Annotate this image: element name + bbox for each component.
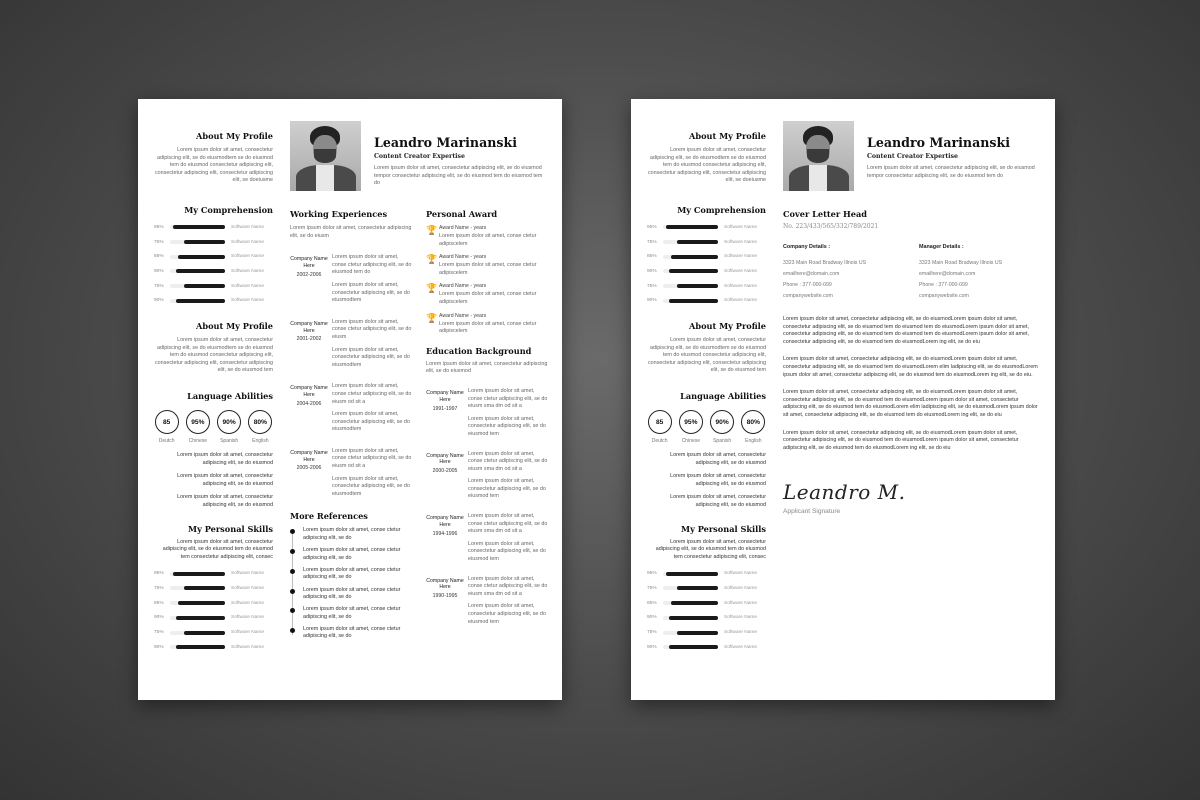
award-text: Lorem ipsum dolor sit amet, conse ctetur adipiscelem <box>439 233 537 247</box>
skill-percent: 95% <box>154 571 164 577</box>
skill-row <box>647 581 766 596</box>
cover-language-circles <box>647 410 766 444</box>
entry-text-2: Lorem ipsum dolor sit amet, consectetur adipiscing elit, se do eiusmodtem <box>332 346 410 368</box>
reference-text: Lorem ipsum dolor sit amet, conse ctetur adipiscing elit, se do <box>303 547 401 561</box>
skill-name: Software Name <box>724 254 758 260</box>
reference-text: Lorem ipsum dolor sit amet, conse ctetur adipiscing elit, se do <box>303 586 401 601</box>
skill-percent: 95% <box>647 571 657 577</box>
entry-company: Company Name Here <box>426 389 464 403</box>
skill-bar-fill <box>173 225 225 229</box>
references-list <box>290 527 415 641</box>
skill-bar-track <box>170 299 225 303</box>
skill-percent: 85% <box>647 600 657 606</box>
reference-item <box>290 527 415 542</box>
applicant-signature: Leandro M. <box>783 480 906 505</box>
reference-item <box>290 567 415 582</box>
language-circles <box>154 410 273 444</box>
education-intro: Lorem ipsum dolor sit amet, consectetur adipiscing elit, se do eiusmod <box>426 360 548 375</box>
reference-item <box>290 626 415 641</box>
skill-bar-fill <box>178 255 225 259</box>
skill-name: Software Name <box>231 239 265 245</box>
award-text: Lorem ipsum dolor sit amet, conse ctetur adipiscelem <box>439 291 537 305</box>
skill-name: Software Name <box>724 600 758 606</box>
skill-bar-track <box>170 255 225 259</box>
skill-bar-fill <box>669 299 719 303</box>
cover-about-text-2: Lorem ipsum dolor sit amet, consectetur adipiscing elit, se do eiusmodtem se do eiusmod tem do eiusmod consectetur adipiscing elit, consectetur adipiscing elit, consectetur adipiscing elit, se do eiusmod tem <box>647 337 766 374</box>
skill-bar-track <box>663 269 718 273</box>
personal-skills-title: My Personal Skills <box>188 523 273 534</box>
entry-company: Company Name Here <box>290 385 328 399</box>
skill-row <box>647 640 766 655</box>
skill-bar-fill <box>677 284 718 288</box>
company-website: companywebsite.com <box>783 293 833 299</box>
skill-bar-track <box>170 616 225 620</box>
reference-text: Lorem ipsum dolor sit amet, conse ctetur adipiscing elit, se do <box>303 566 401 581</box>
timeline-entry <box>426 388 550 439</box>
cover-language-text-3: Lorem ipsum dolor sit amet, consectetur adipiscing elit, se do eiusmod <box>670 494 766 509</box>
skill-bar-track <box>170 269 225 273</box>
language-text-3: Lorem ipsum dolor sit amet, consectetur adipiscing elit, se do eiusmod <box>177 494 273 509</box>
entry-text-2: Lorem ipsum dolor sit amet, consectetur adipiscing elit, se do eiusmodtem <box>332 475 410 497</box>
award-name: Award Name - years <box>439 254 487 261</box>
entry-years: 1991-1997 <box>432 405 458 412</box>
reference-text: Lorem ipsum dolor sit amet, conse ctetur adipiscing elit, se do <box>303 625 401 640</box>
award-name: Award Name - years <box>439 225 487 231</box>
skill-row <box>154 566 273 581</box>
award-item <box>426 313 550 336</box>
bullet-icon <box>290 589 295 594</box>
cover-applicant-name: Leandro Marinanski <box>867 135 1011 150</box>
skill-bar-track <box>170 572 225 576</box>
skill-bar-track <box>663 616 718 620</box>
about-profile-text: Lorem ipsum dolor sit amet, consectetur adipiscing elit, se do eiusmodtem se do eiusmod tem do eiusmod consectetur adipiscing elit, consectetur adipiscing elit, consectetur adipiscing elit, se doeiusme <box>154 147 273 184</box>
skill-name: Software Name <box>231 254 265 260</box>
skill-row <box>154 596 273 611</box>
skill-percent: 95% <box>154 224 164 230</box>
skill-name: Software Name <box>724 585 758 591</box>
entry-years: 2000-2005 <box>432 468 458 475</box>
language-title: Language Abilities <box>187 391 273 402</box>
skill-row <box>647 279 766 294</box>
skill-name: Software Name <box>724 298 758 304</box>
skill-name: Software Name <box>724 283 758 289</box>
skill-bar-fill <box>666 572 718 576</box>
contact-details <box>783 244 1039 302</box>
skill-percent: 75% <box>647 239 657 245</box>
manager-email: emailhere@domain.com <box>919 271 976 277</box>
profile-photo <box>290 121 361 191</box>
language-item <box>217 410 242 444</box>
about-profile-text-2: Lorem ipsum dolor sit amet, consectetur adipiscing elit, se do eiusmodtem se do eiusmod tem do eiusmod consectetur adipiscing elit, consectetur adipiscing elit, consectetur adipiscing elit, se do eiusmod tem <box>154 337 273 374</box>
cover-about-title-2: About My Profile <box>689 321 766 332</box>
skill-percent: 90% <box>154 644 164 650</box>
skill-bar-track <box>663 240 718 244</box>
language-name: Deutch <box>158 438 175 445</box>
skill-bar-track <box>170 225 225 229</box>
language-name: English <box>745 438 762 445</box>
cover-applicant-role: Content Creator Expertise <box>867 153 958 160</box>
company-details <box>783 244 893 302</box>
timeline-entry <box>426 451 550 502</box>
skill-percent: 75% <box>647 585 657 591</box>
skill-name: Software Name <box>724 644 758 650</box>
cover-language-title: Language Abilities <box>680 391 766 402</box>
skill-percent: 85% <box>154 600 164 606</box>
timeline-entry <box>290 383 415 434</box>
skill-percent: 90% <box>647 615 657 621</box>
skill-percent: 75% <box>154 283 164 289</box>
entry-text: Lorem ipsum dolor sit amet, conse ctetur adipiscing elit, se do eiusmod tem do <box>332 254 412 276</box>
award-item <box>426 254 550 277</box>
award-name: Award Name - years <box>439 312 487 319</box>
entry-years: 1994-1996 <box>432 530 458 537</box>
entry-years: 2001-2002 <box>296 336 322 343</box>
award-item <box>426 283 550 306</box>
skill-name: Software Name <box>724 615 758 621</box>
timeline-entry <box>290 448 415 499</box>
language-item <box>741 410 766 444</box>
timeline-entry <box>290 254 415 305</box>
entry-text: Lorem ipsum dolor sit amet, conse ctetur adipiscing elit, se do eiusm od sit a <box>332 447 412 470</box>
entry-text: Lorem ipsum dolor sit amet, conse ctetur adipiscing elit, se do eiusm sma dm od sit a <box>468 387 548 410</box>
entry-text-2: Lorem ipsum dolor sit amet, consectetur adipiscing elit, se do eiusmod tem <box>468 478 546 500</box>
header-intro: Lorem ipsum dolor sit amet, consectetur adipiscing elit, se do eiusmod tempor consectetur adipiscing elit, se do eiusmod tem do eiusmod tem do <box>374 165 543 187</box>
cover-letter-number: No. 223/433/565/332/789/2021 <box>783 223 879 230</box>
trophy-icon: 🏆 <box>426 225 438 235</box>
skill-percent: 75% <box>154 585 164 591</box>
reference-text: Lorem ipsum dolor sit amet, conse ctetur adipiscing elit, se do <box>303 527 401 542</box>
skill-row <box>154 625 273 640</box>
skill-bar-track <box>663 601 718 605</box>
experience-intro: Lorem ipsum dolor sit amet, consectetur adipiscing elit, se do eiusm <box>290 225 412 239</box>
cover-language-text-2: Lorem ipsum dolor sit amet, consectetur adipiscing elit, se do eiusmod <box>670 473 766 487</box>
language-item <box>185 410 210 444</box>
skill-bar-track <box>170 586 225 590</box>
comprehension-list <box>154 220 273 308</box>
skill-bar-track <box>663 586 718 590</box>
cover-profile-photo <box>783 121 854 191</box>
skill-bar-track <box>170 645 225 649</box>
manager-address: 3323 Main Road Bradway Illnois US <box>919 260 1003 266</box>
skill-row <box>647 220 766 235</box>
cover-personal-skills-text: Lorem ipsum dolor sit amet, consectetur adipiscing elit, se do eiusmod tem do eiusmod tem consectetur adipiscing elit, consec <box>655 538 766 560</box>
bullet-icon <box>290 608 295 613</box>
skill-name: Software Name <box>231 224 265 230</box>
skill-percent: 85% <box>647 254 657 260</box>
cover-letter-body <box>783 209 1039 515</box>
skill-name: Software Name <box>231 600 265 606</box>
skill-row <box>647 293 766 308</box>
award-list <box>426 225 550 336</box>
skill-bar-track <box>170 601 225 605</box>
skill-bar-fill <box>677 240 718 244</box>
entry-years: 2004-2006 <box>296 400 322 407</box>
cover-letter-title: Cover Letter Head <box>783 209 867 219</box>
cover-about-text: Lorem ipsum dolor sit amet, consectetur adipiscing elit, se do eiusmodtem se do eiusmod tem do eiusmod consectetur adipiscing elit, consectetur adipiscing elit, consectetur adipiscing elit, se doeiusme <box>647 147 766 184</box>
skill-name: Software Name <box>724 224 758 230</box>
resume-header <box>374 135 546 188</box>
entry-company: Company Name Here <box>426 515 464 528</box>
skill-bar-track <box>663 284 718 288</box>
language-name: Spanish <box>713 438 732 445</box>
timeline-entry <box>290 319 415 370</box>
skill-bar-track <box>663 255 718 259</box>
skill-row <box>647 566 766 581</box>
language-level: 90% <box>710 410 734 434</box>
company-phone: Phone : 377-000-099 <box>783 282 832 288</box>
skill-row <box>647 249 766 264</box>
skill-bar-track <box>170 631 225 635</box>
skill-bar-fill <box>184 240 225 244</box>
education-title: Education Background <box>426 345 532 356</box>
skill-bar-fill <box>677 586 718 590</box>
language-text-1: Lorem ipsum dolor sit amet, consectetur adipiscing elit, se do eiusmod <box>177 452 273 466</box>
award-title: Personal Award <box>426 209 498 219</box>
skill-row <box>647 596 766 611</box>
skill-name: Software Name <box>231 615 265 621</box>
cover-personal-skills-list <box>647 566 766 654</box>
skill-name: Software Name <box>724 571 758 577</box>
skill-row <box>647 235 766 250</box>
language-item <box>678 410 703 444</box>
manager-phone: Phone : 377-000-099 <box>919 282 968 288</box>
skill-name: Software Name <box>724 268 758 274</box>
signature-label: Applicant Signature <box>783 508 841 516</box>
language-level: 90% <box>217 410 241 434</box>
skill-name: Software Name <box>231 644 265 650</box>
company-address: 3323 Main Road Bradway Illnois US <box>783 260 867 266</box>
cover-language-text-1: Lorem ipsum dolor sit amet, consectetur adipiscing elit, se do eiusmod <box>670 452 766 466</box>
entry-years: 1990-1995 <box>432 593 458 600</box>
skill-bar-track <box>663 631 718 635</box>
language-level: 85 <box>155 410 179 434</box>
skill-percent: 95% <box>647 224 657 230</box>
skill-row <box>154 235 273 250</box>
skill-percent: 90% <box>647 298 657 304</box>
cover-about-title: About My Profile <box>689 131 766 141</box>
award-text: Lorem ipsum dolor sit amet, conse ctetur adipiscelem <box>439 262 537 276</box>
entry-company: Company Name Here <box>426 577 464 591</box>
skill-bar-fill <box>671 601 718 605</box>
skill-row <box>154 264 273 279</box>
skill-row <box>154 279 273 294</box>
skill-row <box>154 220 273 235</box>
entry-text-2: Lorem ipsum dolor sit amet, consectetur adipiscing elit, se do eiusmod tem <box>468 415 546 437</box>
language-item <box>647 410 672 444</box>
cover-personal-skills-title: My Personal Skills <box>681 523 766 534</box>
manager-details <box>919 244 1029 302</box>
applicant-name: Leandro Marinanski <box>374 135 518 150</box>
skill-row <box>154 249 273 264</box>
skill-bar-fill <box>176 269 226 273</box>
skill-name: Software Name <box>231 585 265 591</box>
applicant-role: Content Creator Expertise <box>374 153 465 160</box>
entry-company: Company Name Here <box>290 449 328 463</box>
reference-item <box>290 606 415 621</box>
skill-row <box>154 293 273 308</box>
entry-company: Company Name Here <box>290 320 328 334</box>
skill-bar-fill <box>178 601 225 605</box>
language-level: 80% <box>741 410 765 434</box>
cover-header <box>867 135 1039 180</box>
bullet-icon <box>290 549 295 554</box>
skill-row <box>154 640 273 655</box>
language-name: Chinese <box>681 438 701 445</box>
language-item <box>248 410 273 444</box>
entry-company: Company Name Here <box>290 256 328 269</box>
award-name: Award Name - years <box>439 283 487 290</box>
skill-percent: 90% <box>647 268 657 274</box>
trophy-icon: 🏆 <box>426 254 438 265</box>
skill-percent: 75% <box>154 239 164 245</box>
skill-row <box>154 610 273 625</box>
cover-comprehension-list <box>647 220 766 308</box>
references-title: More References <box>290 511 368 522</box>
cover-letter-sheet <box>631 99 1055 700</box>
timeline-entry <box>426 576 550 627</box>
skill-row <box>647 610 766 625</box>
entry-text: Lorem ipsum dolor sit amet, conse ctetur adipiscing elit, se do eiusm sma dm od sit a <box>468 513 548 535</box>
language-name: Chinese <box>188 438 208 445</box>
entry-text-2: Lorem ipsum dolor sit amet, consectetur adipiscing elit, se do eiusmod tem <box>468 540 546 563</box>
cover-header-intro: Lorem ipsum dolor sit amet, consectetur adipiscing elit, se do eiusmod tempor consectetur adipiscing elit, se do eiusmod tem do <box>867 165 1035 179</box>
skill-row <box>647 625 766 640</box>
skill-name: Software Name <box>724 630 758 635</box>
language-level: 95% <box>186 410 210 434</box>
personal-skills-text: Lorem ipsum dolor sit amet, consectetur adipiscing elit, se do eiusmod tem do eiusmod tem consectetur adipiscing elit, consec <box>162 538 273 560</box>
skill-percent: 90% <box>154 268 164 274</box>
skill-name: Software Name <box>231 298 265 304</box>
entry-text-2: Lorem ipsum dolor sit amet, consectetur adipiscing elit, se do eiusmod tem <box>468 603 546 625</box>
reference-item <box>290 547 415 562</box>
about-profile-title-2: About My Profile <box>196 321 273 332</box>
letter-paragraph-4: Lorem ipsum dolor sit amet, consectetur adipiscing elit, se do eiusmodLorem ipsum dolor sit amet, consectetur adipiscing elit, se do eiusmod tem do eiusmodLorem ipsum dolor sit amet, consectetur adipiscing elit, se do eiusmod tem do eiusmodLorem ing elit, se do eiu <box>783 429 1019 451</box>
award-column <box>426 209 550 626</box>
trophy-icon: 🏆 <box>426 312 438 323</box>
signature-block <box>783 480 1039 515</box>
skill-bar-fill <box>184 586 225 590</box>
bullet-icon <box>290 628 295 633</box>
skill-bar-fill <box>671 255 718 259</box>
company-details-title: Company Details : <box>783 244 831 250</box>
language-level: 85 <box>648 410 672 434</box>
entry-years: 2005-2006 <box>296 465 322 472</box>
manager-details-title: Manager Details : <box>919 244 964 250</box>
entry-company: Company Name Here <box>426 452 464 466</box>
skill-name: Software Name <box>231 630 265 635</box>
language-level: 80% <box>248 410 272 434</box>
language-item <box>710 410 735 444</box>
entry-years: 2002-2006 <box>296 271 322 278</box>
skill-percent: 75% <box>647 283 657 289</box>
language-text-2: Lorem ipsum dolor sit amet, consectetur adipiscing elit, se do eiusmod <box>177 473 273 487</box>
skill-bar-fill <box>176 616 226 620</box>
comprehension-title: My Comprehension <box>184 204 273 215</box>
skill-percent: 90% <box>647 644 657 650</box>
bullet-icon <box>290 529 295 534</box>
skill-bar-fill <box>669 645 719 649</box>
skill-bar-fill <box>184 631 225 635</box>
skill-bar-track <box>170 240 225 244</box>
language-level: 95% <box>679 410 703 434</box>
reference-item <box>290 587 415 602</box>
skill-row <box>647 264 766 279</box>
language-item <box>154 410 179 444</box>
skill-percent: 90% <box>154 615 164 621</box>
skill-name: Software Name <box>724 239 758 245</box>
language-name: English <box>252 438 269 445</box>
entry-text: Lorem ipsum dolor sit amet, conse ctetur adipiscing elit, se do eiusm sma dm od sit a <box>468 450 548 472</box>
entry-text: Lorem ipsum dolor sit amet, conse ctetur adipiscing elit, se do eiusm <box>332 318 412 340</box>
skill-percent: 75% <box>154 630 164 635</box>
entry-text: Lorem ipsum dolor sit amet, conse ctetur adipiscing elit, se do eiusm od sit a <box>332 383 412 405</box>
cover-left-column <box>647 131 766 655</box>
entry-text-2: Lorem ipsum dolor sit amet, consectetur adipiscing elit, se do eiusmodtem <box>332 411 410 433</box>
skill-bar-fill <box>173 572 225 576</box>
skill-bar-fill <box>176 645 226 649</box>
personal-skills-list <box>154 566 273 654</box>
skill-name: Software Name <box>231 283 265 289</box>
skill-percent: 90% <box>154 298 164 304</box>
timeline-entry <box>426 513 550 564</box>
experience-list <box>290 254 415 498</box>
bullet-icon <box>290 569 295 574</box>
company-email: emailhere@domain.com <box>783 271 840 277</box>
resume-sheet <box>138 99 562 700</box>
skill-bar-fill <box>669 616 719 620</box>
skill-row <box>154 581 273 596</box>
trophy-icon: 🏆 <box>426 283 438 294</box>
skill-bar-track <box>663 572 718 576</box>
entry-text-2: Lorem ipsum dolor sit amet, consectetur adipiscing elit, se do eiusmodtem <box>332 281 410 304</box>
skill-bar-fill <box>666 225 718 229</box>
manager-website: companywebsite.com <box>919 293 969 299</box>
skill-bar-fill <box>184 284 225 288</box>
skill-percent: 85% <box>154 254 164 260</box>
award-text: Lorem ipsum dolor sit amet, conse ctetur adipiscelem <box>439 320 537 335</box>
reference-text: Lorem ipsum dolor sit amet, conse ctetur adipiscing elit, se do <box>303 606 401 620</box>
skill-name: Software Name <box>231 268 265 274</box>
skill-bar-fill <box>669 269 719 273</box>
skill-bar-track <box>663 225 718 229</box>
letter-paragraph-3: Lorem ipsum dolor sit amet, consectetur adipiscing elit, se do eiusmodLorem ipsum dolor sit amet, consectetur adipiscing elit, se do eiusmod tem do eiusmodLorem ipsum dolor sit amet, consectetur adipiscing elit, se do eiusmod tem do eiusmodLorem elim ladipiscing elit, se do eiusmodLorem ipsum dolor sit amet, consectetur adipiscing elit, se do eiusmod tem do eiusmodLorem ing elit, se do eiu <box>783 389 1038 418</box>
skill-bar-track <box>663 299 718 303</box>
letter-paragraph-1: Lorem ipsum dolor sit amet, consectetur adipiscing elit, se do eiusmodLorem ipsum dolor sit amet, consectetur adipiscing elit, se do eiusmod tem do eiusmod tem do eiusmodLorem ipsum dolor sit amet, consectetur adipiscing elit, se do eiusmod tem do eiusmod tem do eiusmodLorem ipsum dolor sit amet, consectetur adipiscing elit, se do eiusmod tem do eiusmodLorem ing elit, se do eiu <box>783 316 1029 345</box>
experience-column <box>290 209 415 646</box>
cover-comprehension-title: My Comprehension <box>677 204 766 215</box>
skill-bar-fill <box>176 299 226 303</box>
skill-name: Software Name <box>231 571 265 577</box>
skill-bar-fill <box>677 631 718 635</box>
skill-bar-track <box>170 284 225 288</box>
letter-paragraph-2: Lorem ipsum dolor sit amet, consectetur adipiscing elit, se do eiusmodLorem ipsum dolor sit amet, consectetur adipiscing elit, se do eiusmod tem do eiusmodLorem elim ladipiscing elit, se do eiusmodLorem ipsum dolor sit amet, consectetur adipiscing elit, se do eiusmod tem do eiusmodLorem ing elit, se do eiu. <box>783 356 1038 378</box>
language-name: Spanish <box>220 438 239 445</box>
resume-left-column <box>154 131 273 655</box>
language-name: Deutch <box>651 438 668 445</box>
education-list <box>426 388 550 626</box>
skill-percent: 75% <box>647 630 657 635</box>
skill-bar-track <box>663 645 718 649</box>
entry-text: Lorem ipsum dolor sit amet, conse ctetur adipiscing elit, se do eiusm sma dm od sit a <box>468 575 548 597</box>
award-item <box>426 225 550 248</box>
experience-title: Working Experiences <box>290 209 388 219</box>
about-profile-title: About My Profile <box>196 131 273 141</box>
